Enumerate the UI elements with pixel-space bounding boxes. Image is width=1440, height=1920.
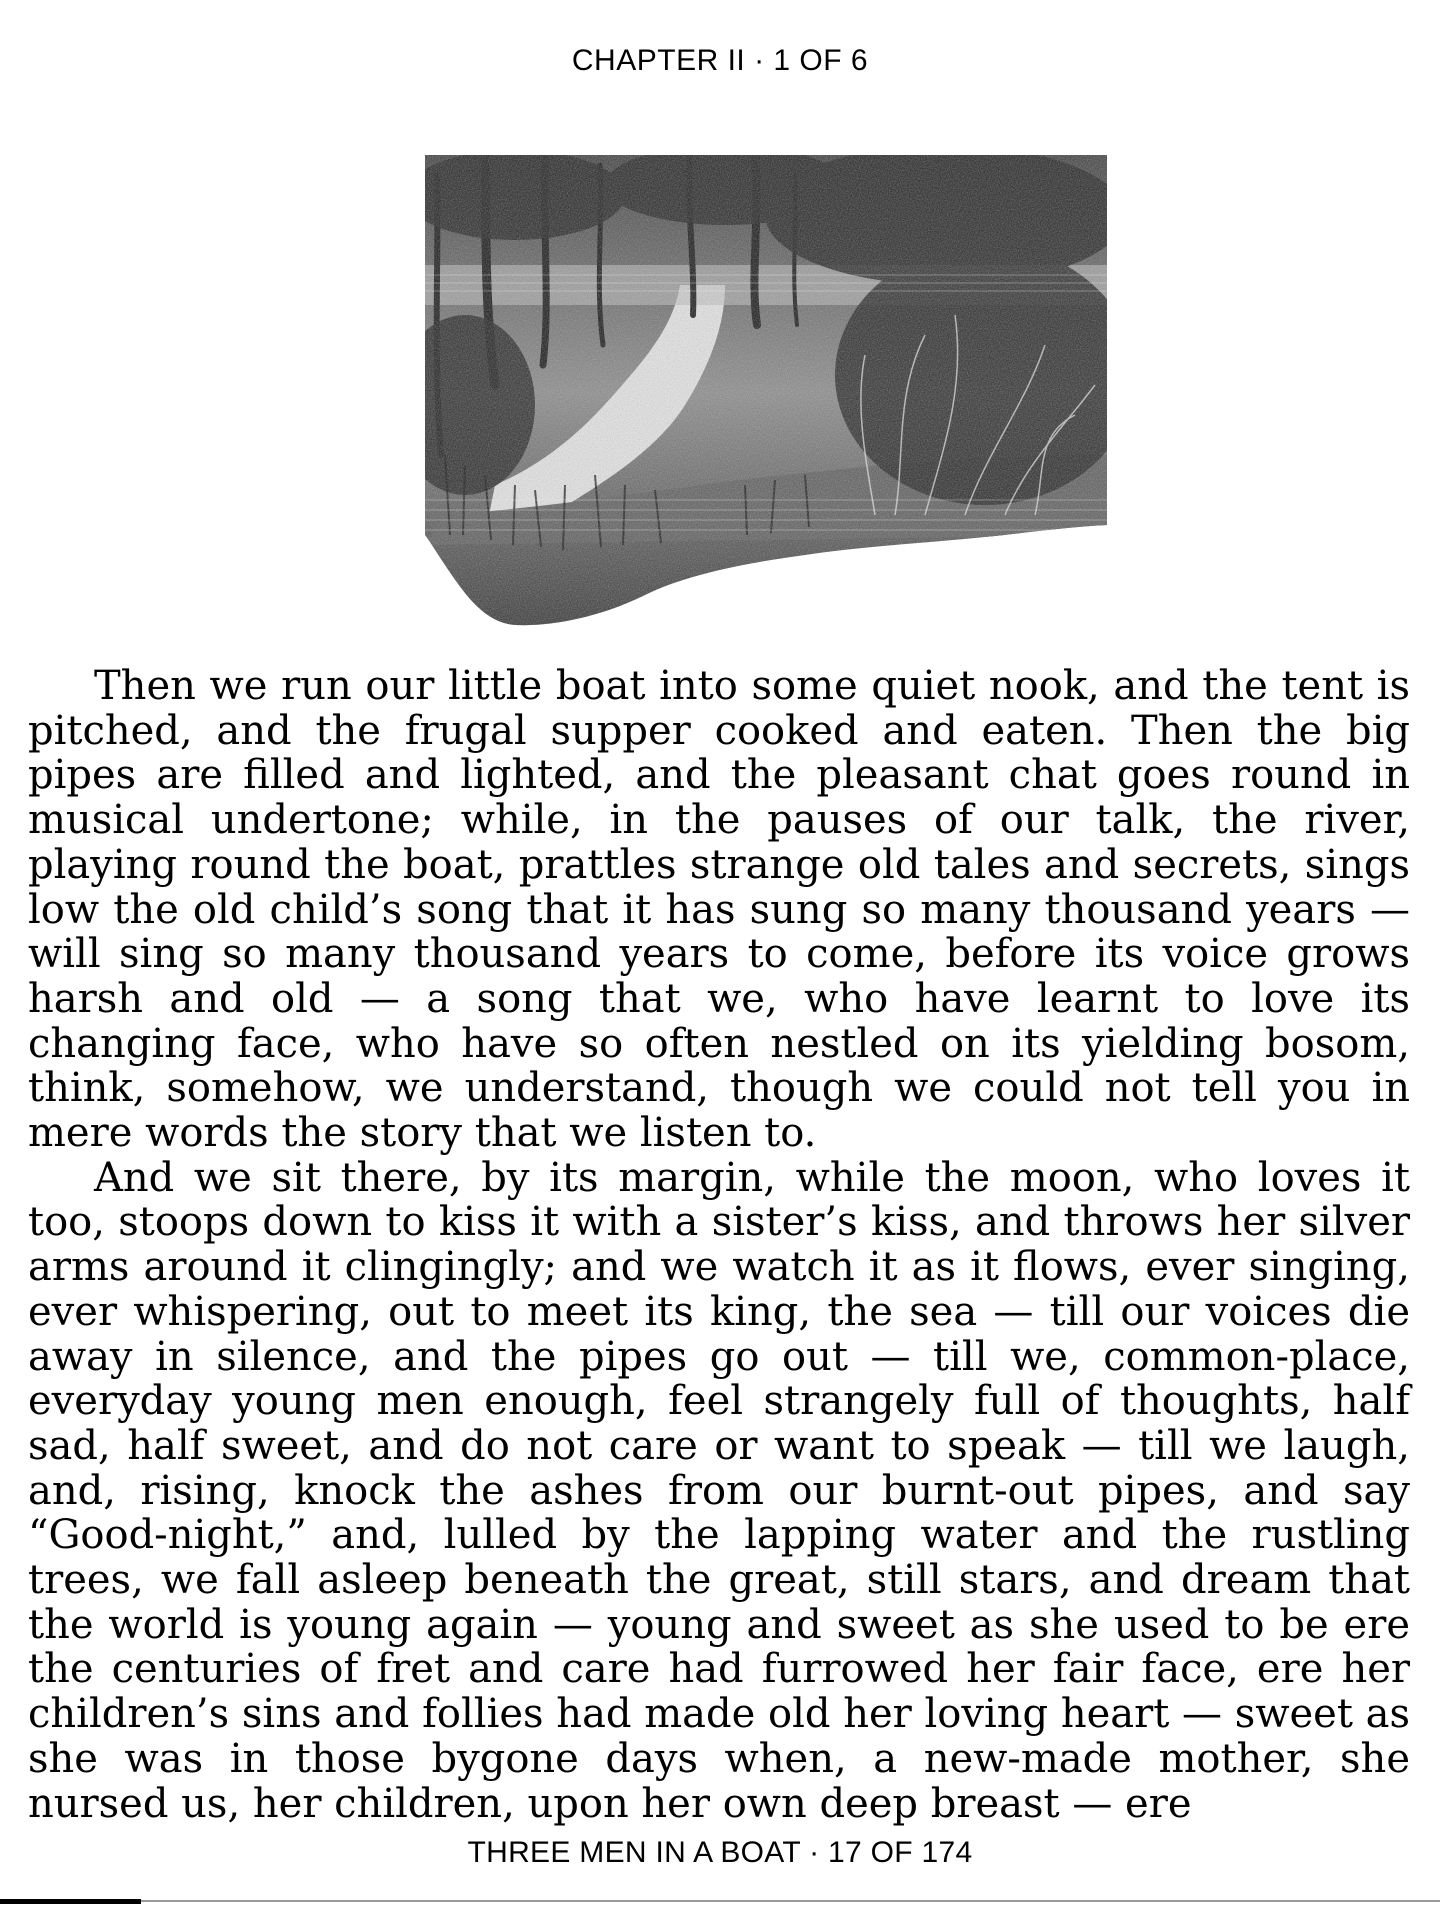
reading-progress-bar xyxy=(0,1900,1440,1902)
chapter-header: CHAPTER II · 1 OF 6 xyxy=(571,44,869,77)
paragraph: And we sit there, by its margin, while the moon, who loves it too, stoops down to kiss it with a sister’s kiss, and throws her silver arms around it clingingly; and we watch it as it flows, ever singing, ever whispering, out to meet its king, the sea — till our voices die away in silence, and the pipes go out — till we, common-place, everyday young men enough, feel strangely full of thoughts, half sad, half sweet, and do not care or want to speak — till we laugh, and, rising, knock the ashes from our burnt-out pipes, and say “Good-night,” and, lulled by the lapping water and the rustling trees, we fall asleep beneath the great, still stars, and dream that the world is young again — young and sweet as she used to be ere the centuries of fret and care had furrowed her fair face, ere her children’s sins and follies had made old her loving heart — sweet as she was in those bygone days when, a new-made mother, she nursed us, her children, upon her own deep breast — ere xyxy=(28,1154,1410,1827)
reading-progress-fill xyxy=(0,1899,141,1904)
paragraph: Then we run our little boat into some quiet nook, and the tent is pitched, and the frugal supper cooked and eaten. Then the big pipes are filled and lighted, and the pleasant chat goes round in musical undertone; while, in the pauses of our talk, the river, playing round the boat, prattles strange old tales and secrets, sings low the old child’s song that it has sung so many thousand years — will sing so many thousand years to come, before its voice grows harsh and old — a song that we, who have learnt to love its changing face, who have so often nestled on its yielding bosom, think, somehow, we understand, though we could not tell you in mere words the story that we listen to. xyxy=(28,663,1410,1157)
river-landscape-illustration xyxy=(425,155,1107,630)
book-title-footer: THREE MEN IN A BOAT · 17 OF 174 xyxy=(467,1836,973,1869)
book-body-text xyxy=(28,664,1410,1826)
